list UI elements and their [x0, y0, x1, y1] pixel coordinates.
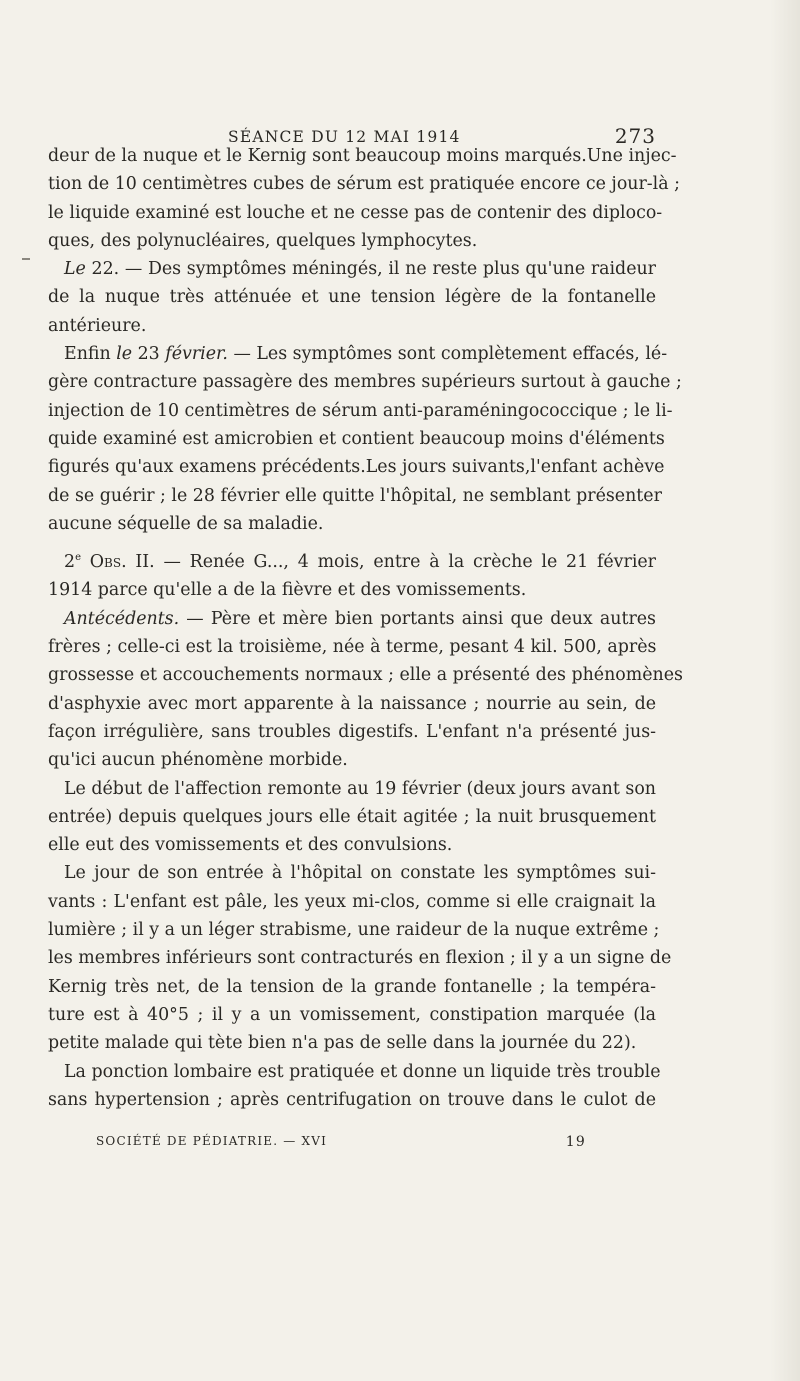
superscript: e: [75, 552, 81, 564]
section-italic: Antécédents.: [64, 608, 180, 629]
body-text: [48, 142, 683, 1114]
footer-sheet-number: 19: [565, 1134, 586, 1150]
text-line: elle eut des vomissements et des convulsions.: [48, 835, 453, 856]
text-line: qu'ici aucun phénomène morbide.: [48, 750, 348, 771]
page-edge-shadow: [770, 0, 800, 1381]
text-line: deur de la nuque et le Kernig sont beaucoup moins marqués.Une injec-: [48, 146, 677, 166]
text-line: [48, 255, 656, 283]
date-italic: le: [116, 344, 133, 365]
text-span: — Père et mère bien portants ainsi que deux autres: [179, 608, 656, 629]
header-title: SÉANCE DU 12 MAI 1914: [228, 128, 461, 146]
text-line: petite malade qui tète bien n'a pas de selle dans la journée du 22).: [48, 1033, 637, 1054]
text-line: injection de 10 centimètres de sérum anti-paraméningococcique ; le li-: [48, 400, 673, 421]
text-line: les membres inférieurs sont contracturés en flexion ; il y a un signe de: [48, 948, 672, 969]
text-line: antérieure.: [48, 315, 147, 336]
text-line: sans hypertension ; après centrifugation on trouve dans le culot de: [48, 1089, 656, 1110]
text-span: 22. — Des symptômes méningés, il ne reste plus qu'une raideur: [85, 259, 656, 280]
text-line: figurés qu'aux examens précédents.Les jours suivants,l'enfant achève: [48, 457, 665, 478]
text-line: [48, 548, 656, 576]
date-italic: février.: [165, 344, 228, 365]
text-line: Le début de l'affection remonte au 19 février (deux jours avant son: [64, 778, 656, 799]
text-line: 1914 parce qu'elle a de la fièvre et des vomissements.: [48, 580, 527, 601]
text-span: Enfin: [64, 344, 117, 365]
paragraph-gap: [48, 538, 656, 548]
footer-signature: SOCIÉTÉ DE PÉDIATRIE. — XVI: [96, 1134, 328, 1148]
date-italic: Le: [64, 259, 86, 280]
text-line: ture est à 40°5 ; il y a un vomissement, constipation marquée (la: [48, 1004, 656, 1025]
text-line: Kernig très net, de la tension de la grande fontanelle ; la tempéra-: [48, 976, 656, 997]
page-footer: [96, 1134, 586, 1156]
text-line: gère contracture passagère des membres supérieurs surtout à gauche ;: [48, 372, 682, 393]
text-span: 2: [64, 552, 76, 573]
text-span: 23: [132, 344, 166, 365]
text-span: — Renée G..., 4 mois, entre à la crèche le 21 février: [154, 552, 656, 573]
text-line: ques, des polynucléaires, quelques lymphocytes.: [48, 230, 478, 251]
margin-mark: [22, 258, 30, 260]
text-line: [48, 340, 668, 368]
text-line: de se guérir ; le 28 février elle quitte l'hôpital, ne semblant présenter: [48, 485, 662, 506]
text-line: entrée) depuis quelques jours elle était agitée ; la nuit brusquement: [48, 806, 656, 827]
text-line: grossesse et accouchements normaux ; elle a présenté des phénomènes: [48, 665, 683, 686]
obs-heading: Obs. II.: [81, 552, 155, 573]
text-line: lumière ; il y a un léger strabisme, une raideur de la nuque extrême ;: [48, 920, 660, 941]
text-line: façon irrégulière, sans troubles digestifs. L'enfant n'a présenté jus-: [48, 721, 656, 742]
text-line: tion de 10 centimètres cubes de sérum est pratiquée encore ce jour-là ;: [48, 174, 680, 195]
text-span: — Les symptômes sont complètement effacés, lé-: [227, 344, 668, 365]
text-line: aucune séquelle de sa maladie.: [48, 513, 324, 534]
text-line: Le jour de son entrée à l'hôpital on constate les symptômes sui-: [64, 863, 656, 884]
text-line: frères ; celle-ci est la troisième, née à terme, pesant 4 kil. 500, après: [48, 637, 657, 658]
text-line: La ponction lombaire est pratiquée et donne un liquide très trouble: [64, 1061, 661, 1082]
text-line: vants : L'enfant est pâle, les yeux mi-clos, comme si elle craignait la: [48, 891, 656, 912]
text-line: de la nuque très atténuée et une tension légère de la fontanelle: [48, 287, 656, 308]
text-line: le liquide examiné est louche et ne cesse pas de contenir des diploco-: [48, 202, 663, 223]
text-line: [48, 605, 656, 633]
text-line: quide examiné est amicrobien et contient beaucoup moins d'éléments: [48, 428, 665, 449]
text-line: d'asphyxie avec mort apparente à la naissance ; nourrie au sein, de: [48, 693, 656, 714]
page-number: 273: [614, 124, 656, 148]
